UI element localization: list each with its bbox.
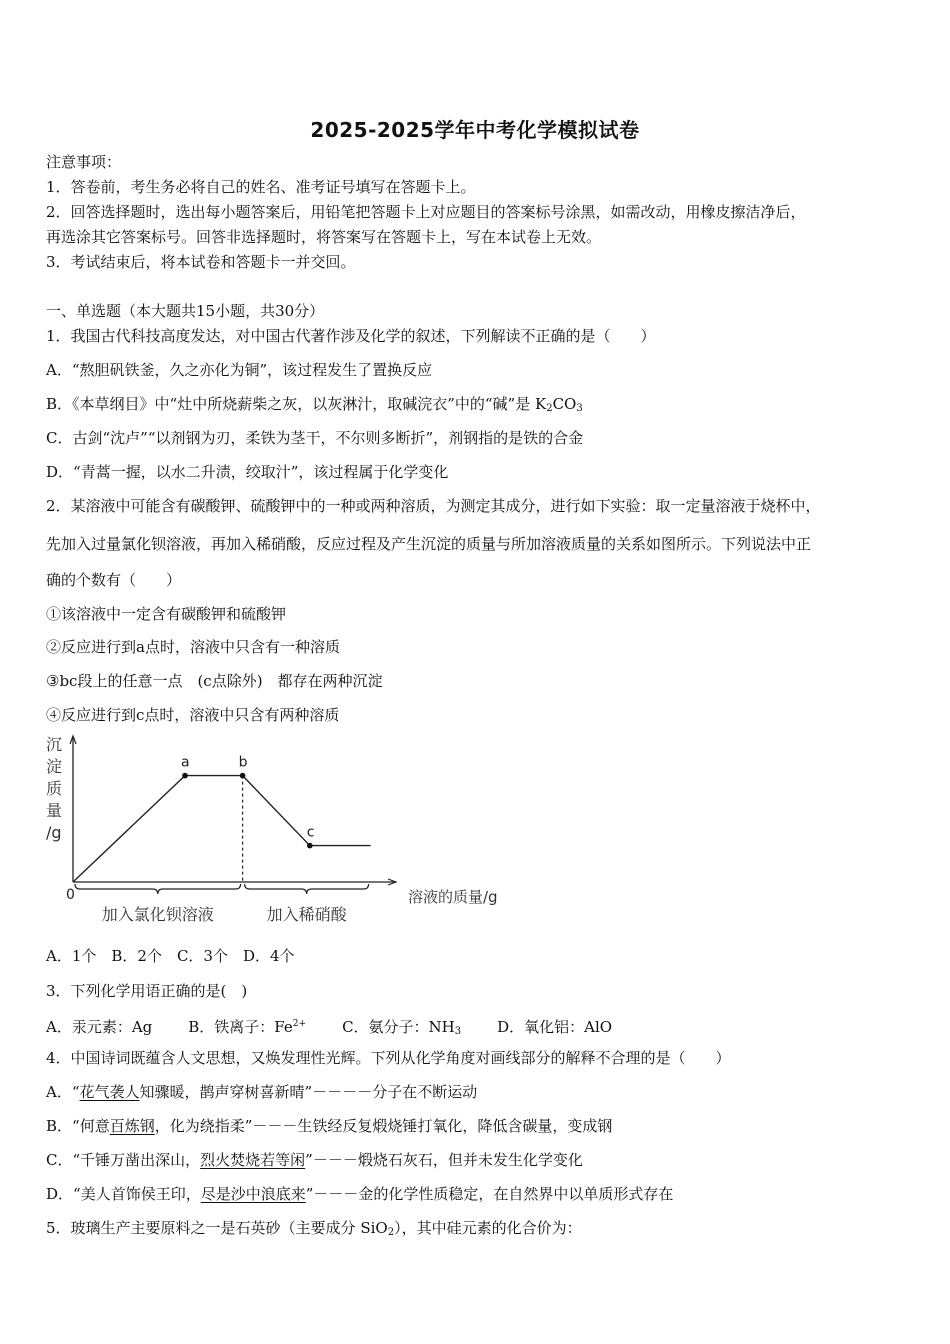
q4-stem: 4．中国诗词既蕴含人文思想，又焕发理性光辉。下列从化学角度对画线部分的解释不合理的是（ ） <box>46 1049 731 1067</box>
y-axis-label-char: 沉 <box>46 735 63 754</box>
brace-label-1: 加入氯化钡溶液 <box>101 905 214 924</box>
q4-option-a: A．“花气袭人知骤暖，鹊声穿树喜新晴”－－－－分子在不断运动 <box>46 1083 478 1101</box>
q1-option-b: B．《本草纲目》中“灶中所烧薪柴之灰，以灰淋汁，取碱浣衣”中的“碱”是 $K_2CO_3$ <box>46 395 583 414</box>
y-axis-label-char: 量 <box>46 801 63 820</box>
q4-option-d: D．“美人首饰侯王印，尽是沙中浪底来”－－－金的化学性质稳定，在自然界中以单质形式存在 <box>46 1185 674 1203</box>
page-title: 2025-2025学年中考化学模拟试卷 <box>310 118 640 142</box>
series-line <box>73 776 371 882</box>
notice-item-2: 2．回答选择题时，选出每小题答案后，用铅笔把答题卡上对应题目的答案标号涂黑，如需改动，用橡皮擦洁净后， <box>46 203 806 221</box>
q1-option-d: D．“青蒿一握，以水二升渍，绞取汁”，该过程属于化学变化 <box>46 463 449 481</box>
notice-item-2-cont: 再选涂其它答案标号。回答非选择题时，将答案写在答题卡上，写在本试卷上无效。 <box>46 228 602 246</box>
point-label-b: b <box>238 754 248 771</box>
y-axis-label-char: /g <box>46 823 62 842</box>
data-point-c <box>307 843 313 849</box>
q1-stem: 1．我国古代科技高度发达，对中国古代著作涉及化学的叙述，下列解读不正确的是（ ） <box>46 327 656 345</box>
brace-label-2: 加入稀硝酸 <box>266 905 347 924</box>
q2-statement-2: ②反应进行到a点时，溶液中只含有一种溶质 <box>46 638 340 656</box>
q1-option-a: A．“熬胆矾铁釜，久之亦化为铜”，该过程发生了置换反应 <box>46 361 433 379</box>
point-label-a: a <box>181 754 190 771</box>
q2-stem-1: 2．某溶液中可能含有碳酸钾、硫酸钾中的一种或两种溶质，为测定其成分，进行如下实验：取一定量溶液于烧杯中， <box>46 497 821 515</box>
data-point-a <box>182 773 188 779</box>
precipitate-mass-chart <box>40 732 500 932</box>
notice-heading: 注意事项： <box>46 153 122 171</box>
q3-stem: 3．下列化学用语正确的是( ) <box>46 982 248 1000</box>
section-heading: 一、单选题（本大题共15小题，共30分） <box>46 302 325 320</box>
brace-2 <box>245 884 369 894</box>
q3-options: A．汞元素：Ag B．铁离子：$Fe^{2+}$ C．氨分子：$NH_3$ D．氧化铝：AlO <box>46 1018 613 1037</box>
data-point-b <box>240 773 246 779</box>
q2-stem-3: 确的个数有（ ） <box>46 571 182 589</box>
point-label-c: c <box>306 824 315 841</box>
q2-statement-3: ③bc段上的任意一点 (c点除外) 都存在两种沉淀 <box>46 672 383 690</box>
q5-stem: 5．玻璃生产主要原料之一是石英砂（主要成分 SiO$_2$），其中硅元素的化合价为： <box>46 1219 582 1238</box>
q2-options: A．1个 B．2个 C．3个 D．4个 <box>46 947 295 965</box>
q2-statement-4: ④反应进行到c点时，溶液中只含有两种溶质 <box>46 706 340 724</box>
origin-label: 0 <box>66 887 75 903</box>
q4-option-c: C．“千锤万凿出深山，烈火焚烧若等闲”－－－煅烧石灰石，但并未发生化学变化 <box>46 1151 583 1169</box>
y-axis-label-char: 质 <box>46 779 63 798</box>
q2-stem-2: 先加入过量氯化钡溶液，再加入稀硝酸，反应过程及产生沉淀的质量与所加溶液质量的关系如图所示。下列说法中正 <box>46 535 812 553</box>
q4-option-b: B．“何意百炼钢，化为绕指柔”－－－生铁经反复煅烧锤打氧化，降低含碳量，变成钢 <box>46 1117 613 1135</box>
q2-statement-1: ①该溶液中一定含有碳酸钾和硫酸钾 <box>46 605 287 623</box>
notice-item-3: 3．考试结束后，将本试卷和答题卡一并交回。 <box>46 253 356 271</box>
notice-item-1: 1．答卷前，考生务必将自己的姓名、准考证号填写在答题卡上。 <box>46 178 476 196</box>
q1-option-c: C．古剑“沈卢”“以剂钢为刃，柔铁为茎干，不尔则多断折”，剂钢指的是铁的合金 <box>46 429 584 447</box>
brace-1 <box>75 884 241 894</box>
x-axis-label: 溶液的质量/g <box>408 888 498 906</box>
y-axis-label-char: 淀 <box>46 757 63 776</box>
